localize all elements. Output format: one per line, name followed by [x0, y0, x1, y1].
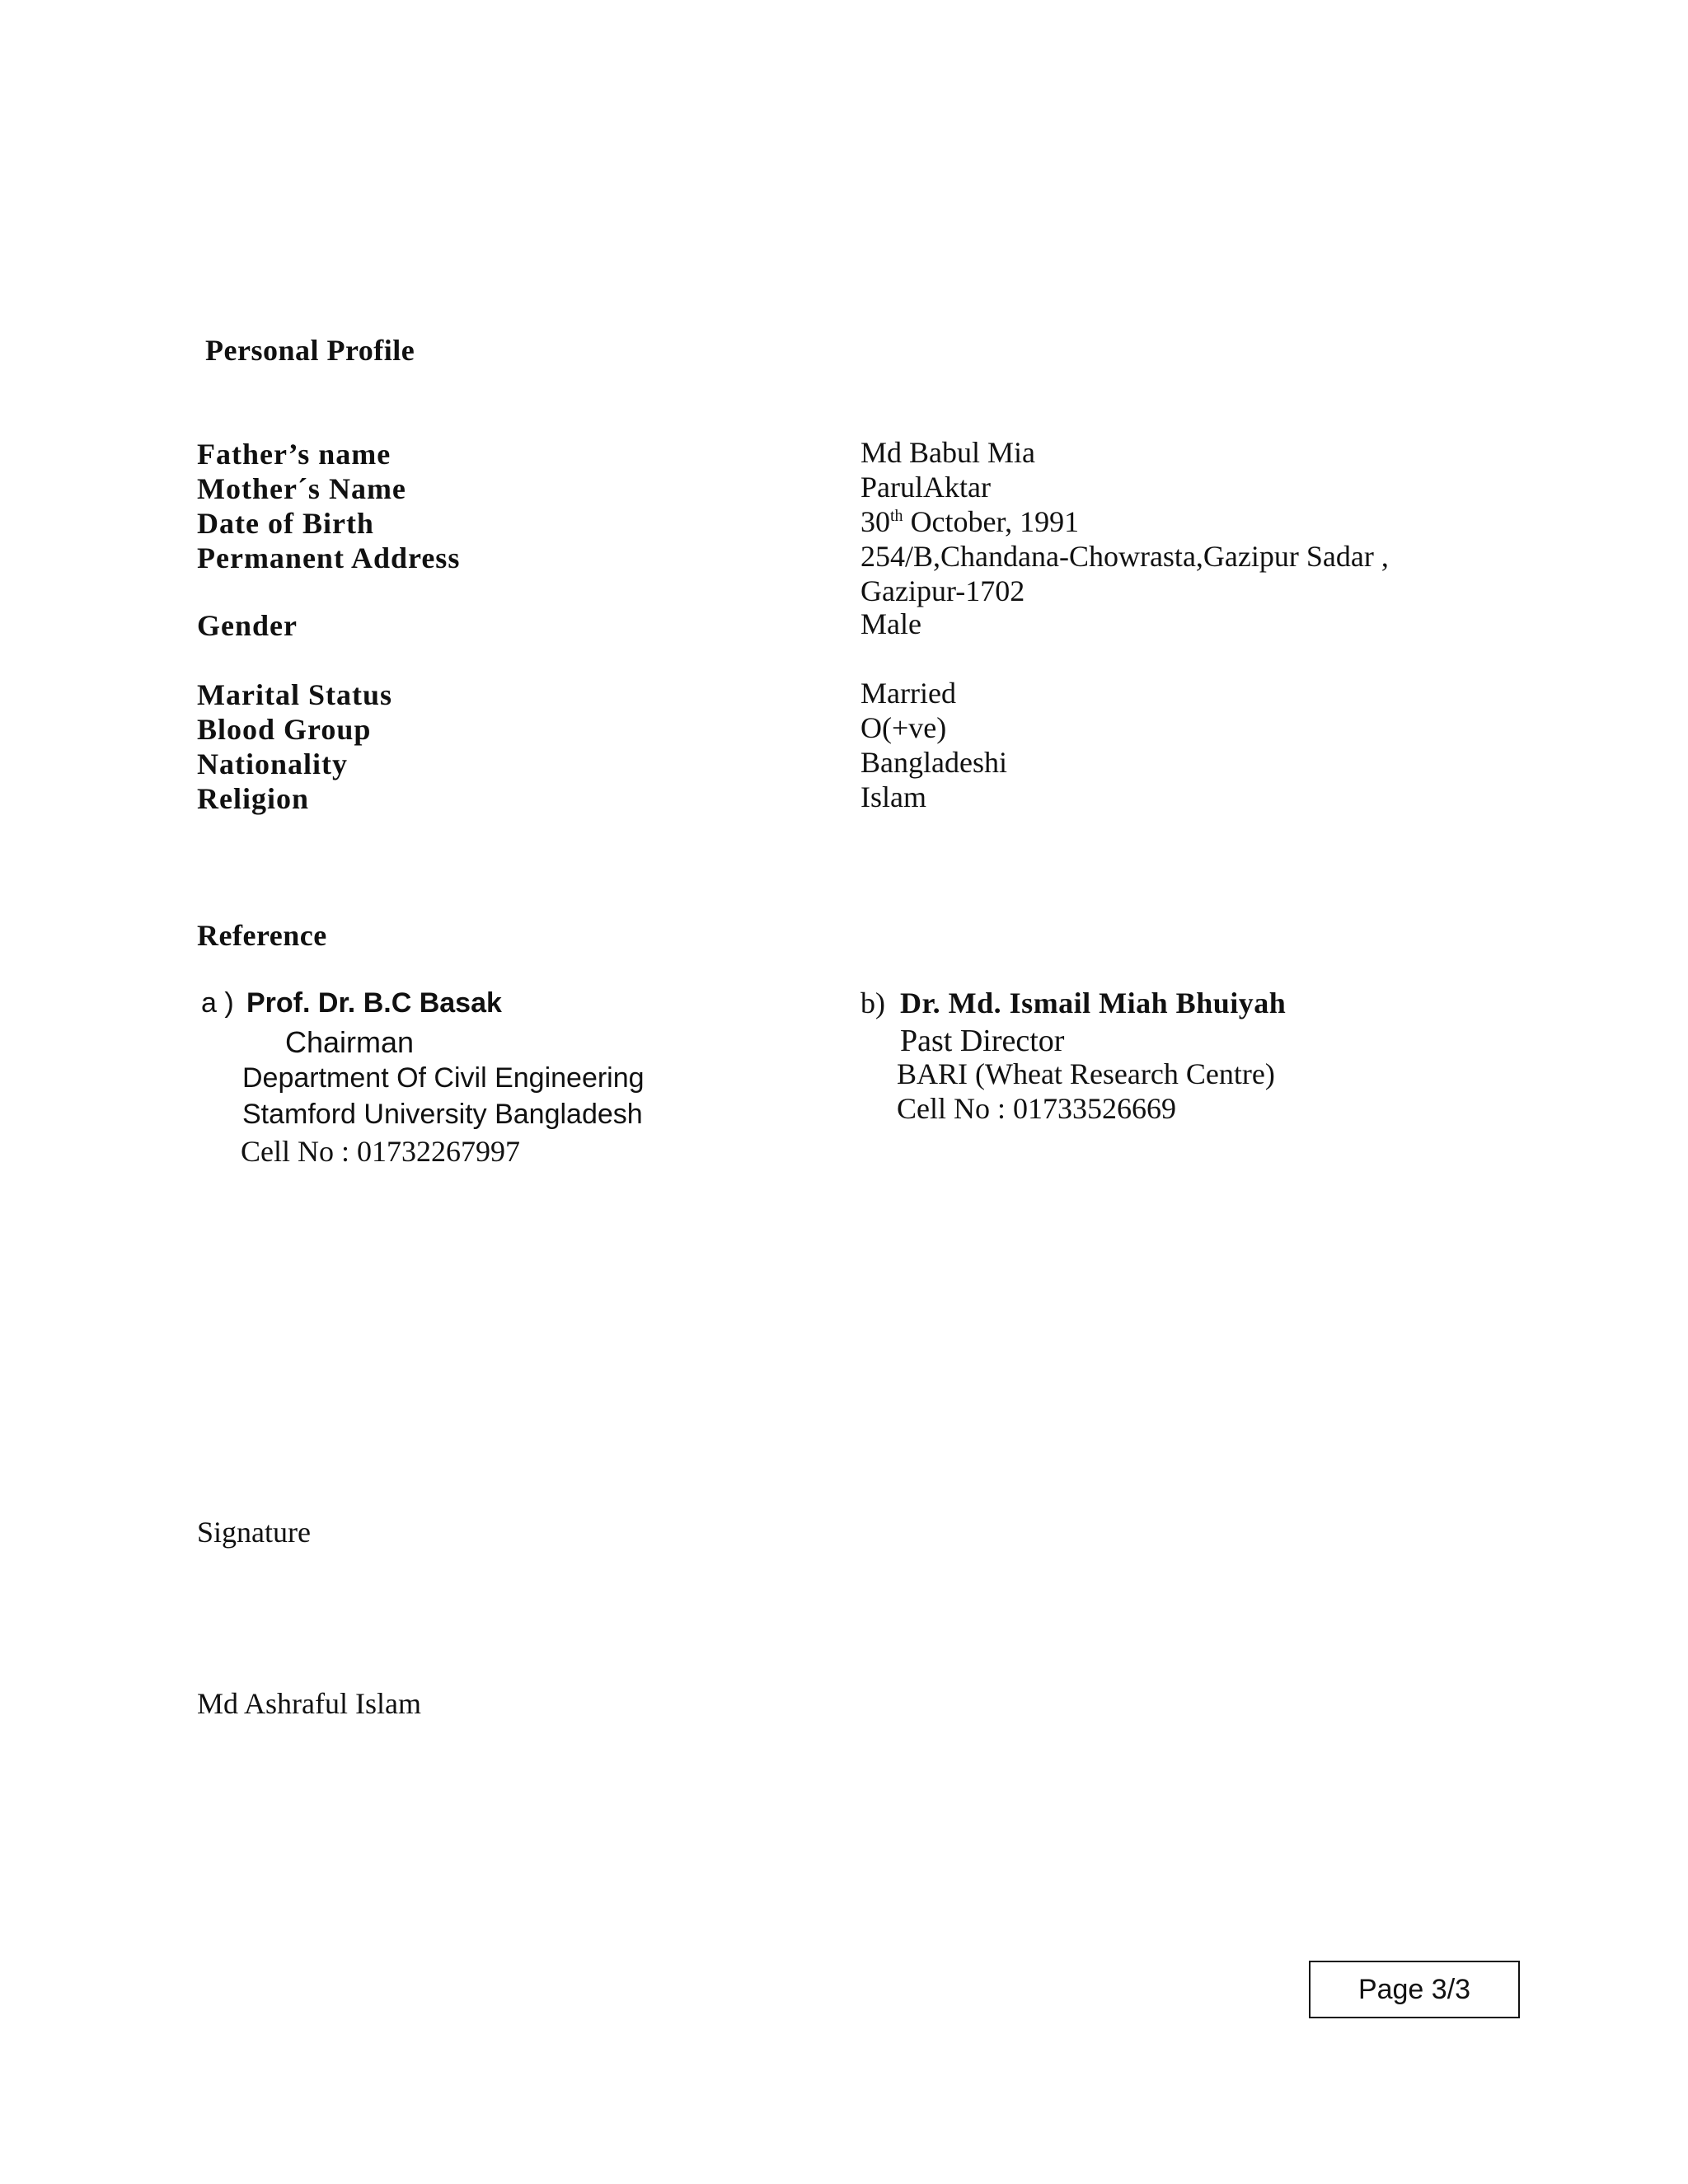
personal-profile-heading: Personal Profile — [205, 334, 415, 367]
religion-label: Religion — [197, 782, 310, 815]
father-name-label: Father’s name — [197, 438, 392, 471]
reference-b-name: Dr. Md. Ismail Miah Bhuiyah — [900, 987, 1287, 1019]
nationality-value: Bangladeshi — [860, 746, 1007, 779]
reference-a-institution: Stamford University Bangladesh — [242, 1099, 643, 1130]
reference-a-name: Prof. Dr. B.C Basak — [246, 987, 502, 1019]
father-name-value: Md Babul Mia — [860, 436, 1035, 469]
permanent-address-label: Permanent Address — [197, 541, 461, 574]
signer-name: Md Ashraful Islam — [197, 1687, 421, 1720]
religion-value: Islam — [860, 780, 926, 813]
page-number: Page 3/3 — [1357, 1973, 1471, 2005]
reference-b-institution: BARI (Wheat Research Centre) — [897, 1057, 1275, 1090]
reference-b-marker: b) — [860, 987, 885, 1019]
mother-name-value: ParulAktar — [860, 471, 991, 504]
signature-label: Signature — [197, 1516, 311, 1549]
permanent-address-value-line2: Gazipur-1702 — [860, 574, 1025, 607]
blood-group-value: O(+ve) — [860, 711, 947, 744]
gender-value: Male — [860, 607, 921, 640]
reference-heading: Reference — [197, 919, 327, 952]
reference-a-department: Department Of Civil Engineering — [242, 1062, 645, 1094]
marital-status-label: Marital Status — [197, 678, 392, 711]
page-number-box — [1309, 1961, 1520, 2018]
gender-label: Gender — [197, 609, 298, 642]
mother-name-label: Mother´s Name — [197, 472, 406, 505]
date-of-birth-label: Date of Birth — [197, 507, 374, 540]
reference-b-cell: Cell No : 01733526669 — [897, 1092, 1176, 1125]
reference-a-marker: a ) — [201, 987, 234, 1019]
blood-group-label: Blood Group — [197, 713, 372, 746]
reference-b-position: Past Director — [900, 1024, 1065, 1058]
nationality-label: Nationality — [197, 748, 349, 780]
date-of-birth-value: 30th October, 1991 — [860, 505, 1080, 538]
reference-a-position: Chairman — [285, 1025, 415, 1059]
permanent-address-value: 254/B,Chandana-Chowrasta,Gazipur Sadar , — [860, 540, 1389, 573]
marital-status-value: Married — [860, 677, 956, 710]
reference-a-cell: Cell No : 01732267997 — [241, 1135, 520, 1168]
